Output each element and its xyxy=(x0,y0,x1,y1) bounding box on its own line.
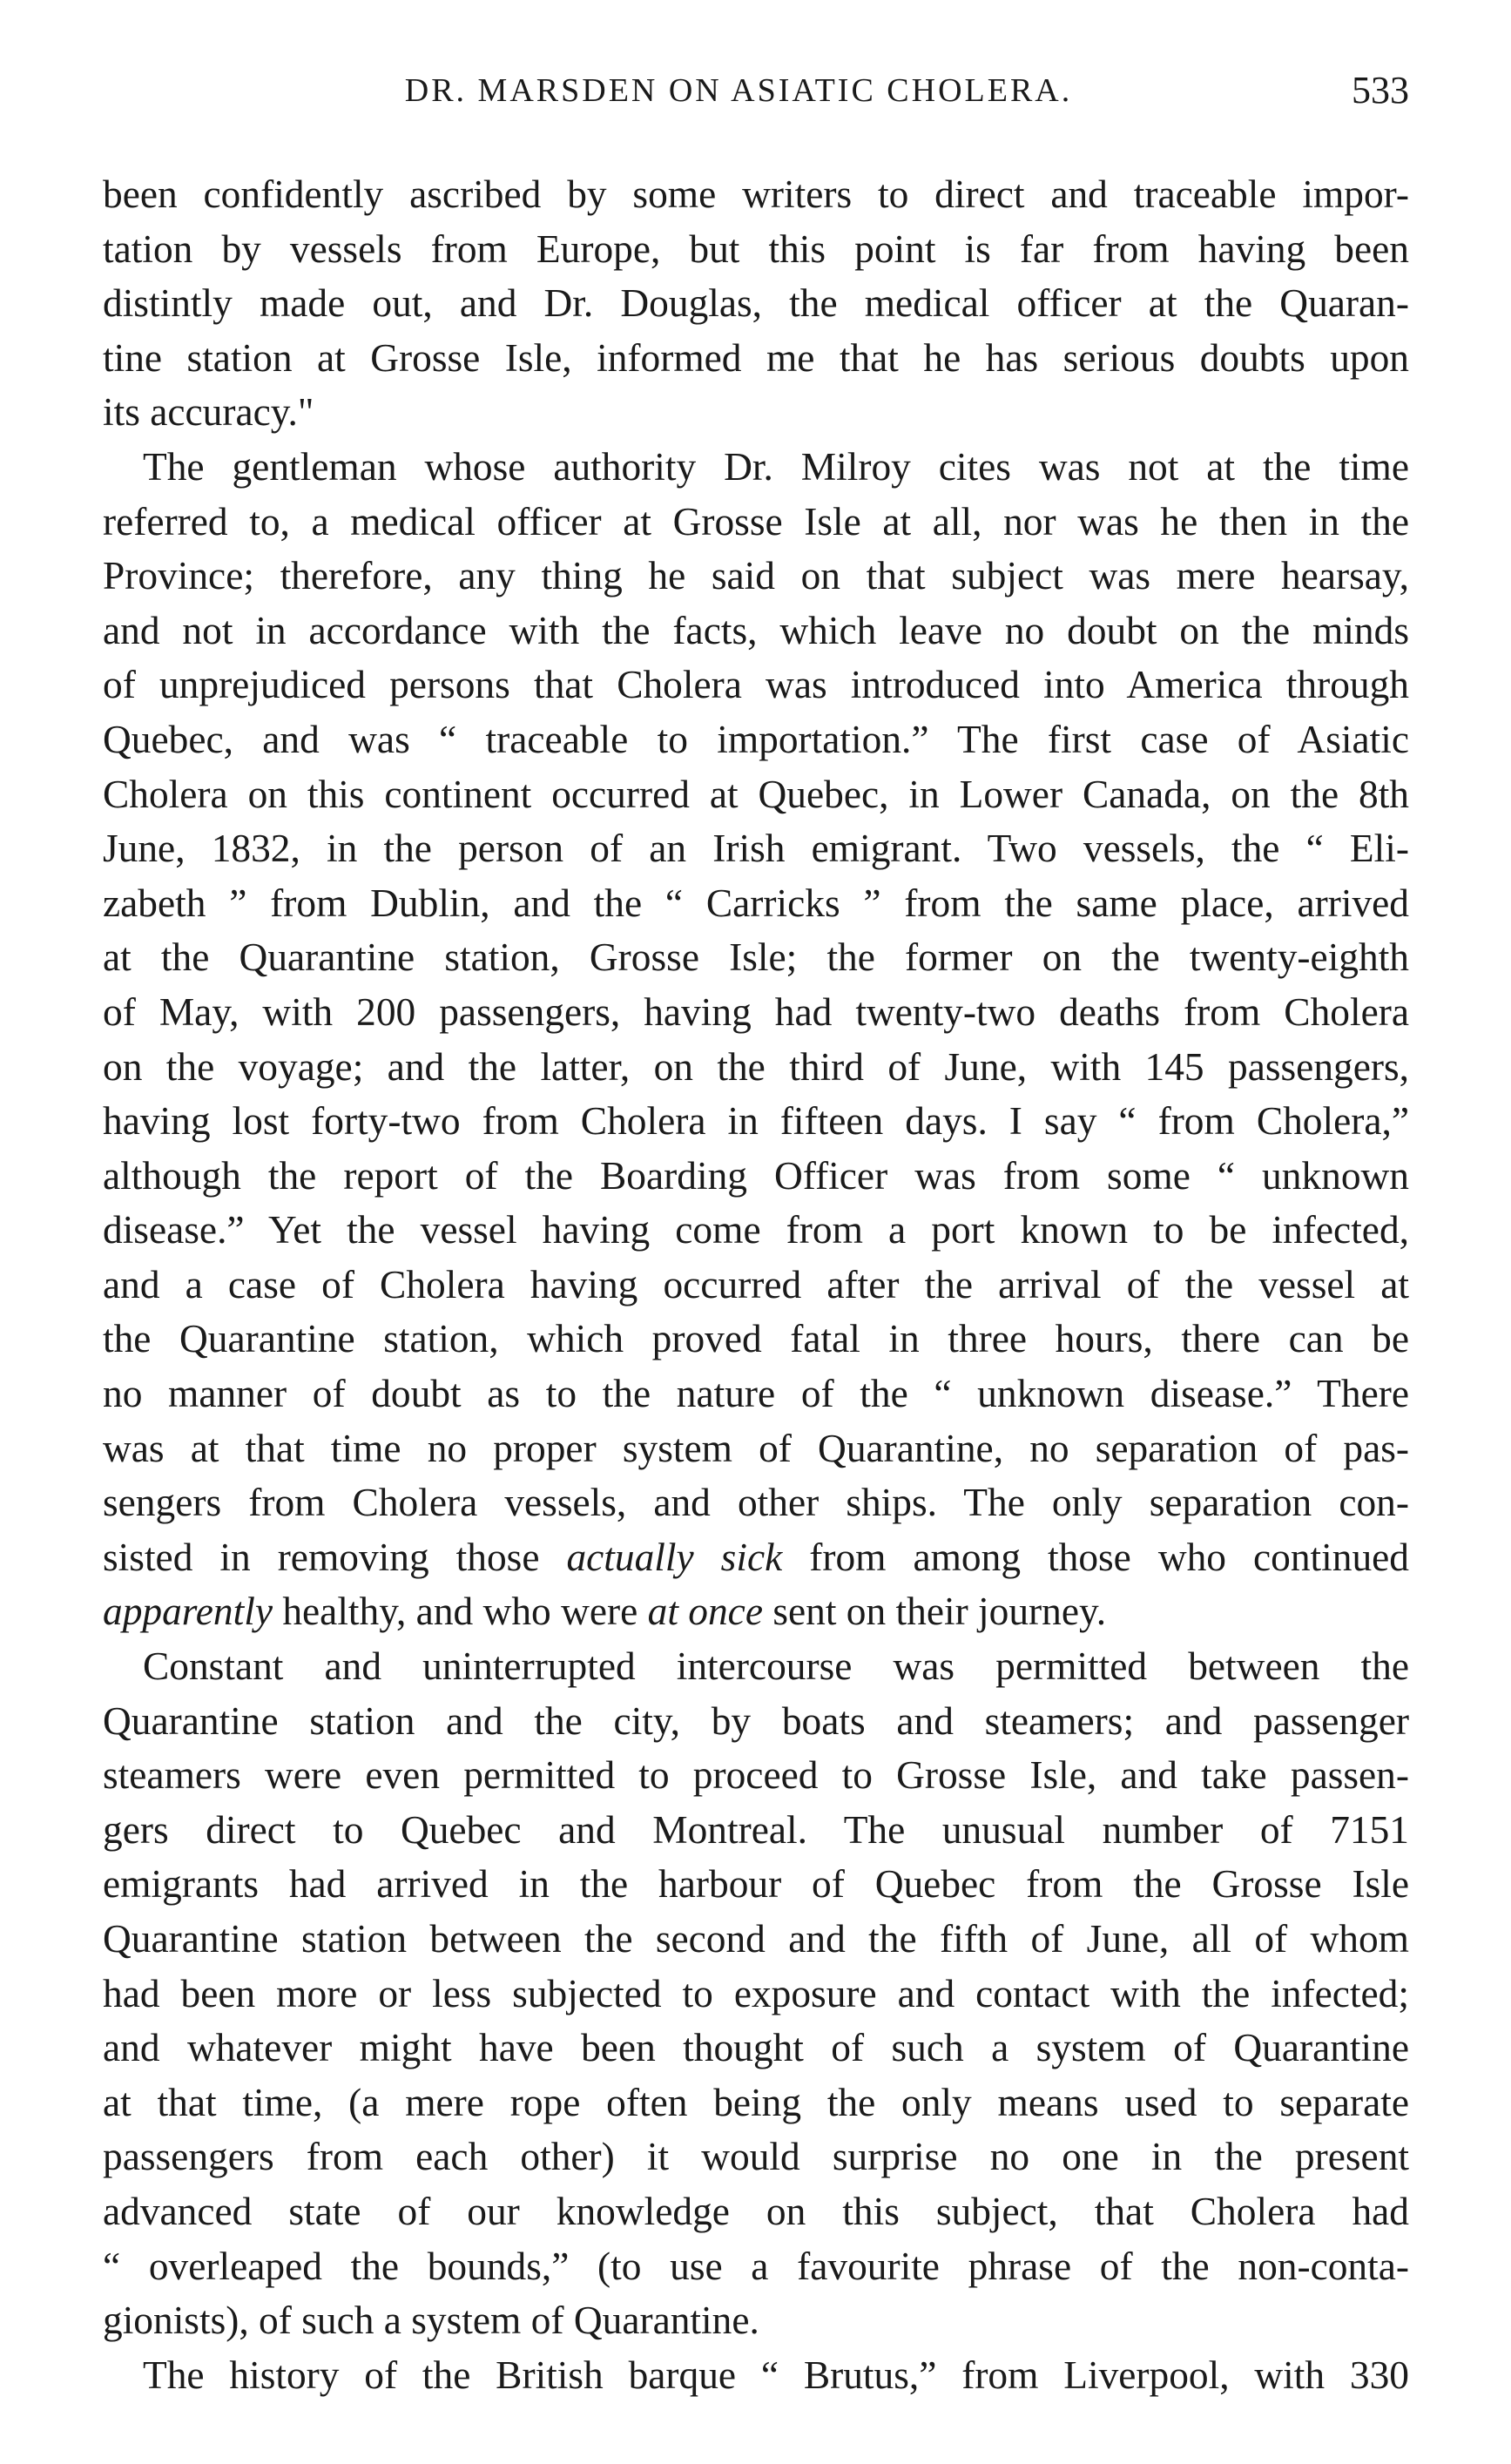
text-run: of May, with 200 passengers, having had twenty-two deaths from Cholera xyxy=(103,989,1409,1034)
text-run: tine station at Grosse Isle, informed me that he has serious doubts upon xyxy=(103,335,1409,380)
text-line xyxy=(103,1967,1409,2022)
text-line xyxy=(103,930,1409,985)
text-run: emigrants had arrived in the harbour of Quebec from the Grosse Isle xyxy=(103,1862,1409,1907)
text-run: sent on their journey. xyxy=(762,1590,1107,1634)
text-line xyxy=(103,604,1409,658)
text-run: healthy, and who were xyxy=(272,1590,648,1634)
text-run: was at that time no proper system of Quarantine, no separation of pas- xyxy=(103,1426,1409,1470)
text-line xyxy=(103,276,1409,331)
text-line xyxy=(103,385,1409,440)
text-run: and a case of Cholera having occurred after the arrival of the vessel at xyxy=(103,1262,1409,1306)
paragraph xyxy=(103,440,1409,1639)
text-line xyxy=(103,2348,1409,2403)
text-run: been confidently ascribed by some writers to direct and traceable impor- xyxy=(103,172,1409,216)
text-run: disease.” Yet the vessel having come from a port known to be infected, xyxy=(103,1208,1409,1252)
text-line xyxy=(103,767,1409,822)
text-line xyxy=(103,1694,1409,1749)
text-line xyxy=(103,1748,1409,1803)
text-line xyxy=(103,495,1409,550)
text-run: sisted in removing those xyxy=(103,1535,567,1579)
text-line xyxy=(103,440,1409,495)
paragraph xyxy=(103,2348,1409,2403)
text-line xyxy=(103,821,1409,876)
text-run: gers direct to Quebec and Montreal. The unusual number of 7151 xyxy=(103,1807,1409,1852)
text-run: no manner of doubt as to the nature of the “ unknown disease.” There xyxy=(103,1372,1409,1416)
text-run: gionists), of such a system of Quarantine. xyxy=(103,2299,759,2343)
text-run: zabeth ” from Dublin, and the “ Carricks ” from the same place, arrived xyxy=(103,881,1409,925)
italic-text: at once xyxy=(647,1590,763,1634)
text-line xyxy=(103,2021,1409,2076)
text-line xyxy=(103,1530,1409,1585)
text-line xyxy=(103,876,1409,931)
text-run: Quarantine station between the second and the fifth of June, all of whom xyxy=(103,1917,1409,1961)
running-head xyxy=(103,68,1409,129)
text-run: and whatever might have been thought of such a system of Quarantine xyxy=(103,2026,1409,2070)
text-line xyxy=(103,1421,1409,1476)
text-line xyxy=(103,2130,1409,2184)
text-line xyxy=(103,2293,1409,2348)
text-run: on the voyage; and the latter, on the third of June, with 145 passengers, xyxy=(103,1044,1409,1089)
text-line xyxy=(103,1367,1409,1421)
text-run: Constant and uninterrupted intercourse was permitted between the xyxy=(143,1644,1409,1689)
body-text xyxy=(103,167,1409,2402)
text-run: Cholera on this continent occurred at Quebec, in Lower Canada, on the 8th xyxy=(103,772,1409,816)
text-line xyxy=(103,167,1409,222)
text-run: sengers from Cholera vessels, and other ships. The only separation con- xyxy=(103,1481,1409,1525)
text-run: at that time, (a mere rope often being the only means used to separate xyxy=(103,2080,1409,2124)
text-line xyxy=(103,222,1409,277)
text-line xyxy=(103,985,1409,1040)
text-line xyxy=(103,1475,1409,1530)
text-run: steamers were even permitted to proceed to Grosse Isle, and take passen- xyxy=(103,1753,1409,1798)
text-run: The history of the British barque “ Brutus,” from Liverpool, with 330 xyxy=(143,2353,1409,2397)
text-run: advanced state of our knowledge on this subject, that Cholera had xyxy=(103,2189,1409,2233)
text-line xyxy=(103,549,1409,604)
italic-text: apparently xyxy=(103,1590,273,1634)
text-run: of unprejudiced persons that Cholera was introduced into America through xyxy=(103,663,1409,707)
text-line xyxy=(103,658,1409,712)
text-run: passengers from each other) it would surprise no one in the present xyxy=(103,2135,1409,2179)
text-run: at the Quarantine station, Grosse Isle; the former on the twenty-eighth xyxy=(103,935,1409,980)
text-run: June, 1832, in the person of an Irish emigrant. Two vessels, the “ Eli- xyxy=(103,827,1409,871)
running-title: DR. MARSDEN ON ASIATIC CHOLERA. xyxy=(404,72,1073,109)
text-line xyxy=(103,1857,1409,1912)
text-run: referred to, a medical officer at Grosse Isle at all, nor was he then in the xyxy=(103,499,1409,543)
text-run: tation by vessels from Europe, but this point is far from having been xyxy=(103,226,1409,271)
text-line xyxy=(103,1584,1409,1639)
text-run: Quarantine station and the city, by boats and steamers; and passenger xyxy=(103,1698,1409,1743)
paragraph xyxy=(103,1639,1409,2348)
text-run: Province; therefore, any thing he said on that subject was mere hearsay, xyxy=(103,554,1409,598)
text-line xyxy=(103,2184,1409,2239)
paragraph xyxy=(103,167,1409,440)
text-line xyxy=(103,1803,1409,1858)
text-line xyxy=(103,1258,1409,1313)
text-line xyxy=(103,2076,1409,2130)
text-line xyxy=(103,1639,1409,1694)
text-line xyxy=(103,1149,1409,1204)
text-line xyxy=(103,1203,1409,1258)
text-line xyxy=(103,1094,1409,1149)
italic-text: actually sick xyxy=(566,1535,783,1579)
text-run: Quebec, and was “ traceable to importation.” The first case of Asiatic xyxy=(103,717,1409,761)
text-line xyxy=(103,712,1409,767)
text-run: distintly made out, and Dr. Douglas, the medical officer at the Quaran- xyxy=(103,281,1409,326)
text-run: The gentleman whose authority Dr. Milroy cites was not at the time xyxy=(143,444,1409,489)
text-run: the Quarantine station, which proved fatal in three hours, there can be xyxy=(103,1317,1409,1361)
page-number: 533 xyxy=(1352,69,1409,111)
book-page xyxy=(103,68,1409,2402)
text-run: although the report of the Boarding Officer was from some “ unknown xyxy=(103,1153,1409,1198)
text-line xyxy=(103,1912,1409,1967)
text-line xyxy=(103,1312,1409,1367)
text-run: from among those who continued xyxy=(782,1535,1409,1579)
text-line xyxy=(103,331,1409,386)
text-line xyxy=(103,2239,1409,2294)
text-run: and not in accordance with the facts, which leave no doubt on the minds xyxy=(103,608,1409,652)
text-line xyxy=(103,1040,1409,1095)
text-run: had been more or less subjected to exposure and contact with the infected; xyxy=(103,1971,1409,2015)
text-run: its accuracy." xyxy=(103,390,314,435)
text-run: “ overleaped the bounds,” (to use a favourite phrase of the non-conta- xyxy=(103,2244,1409,2288)
text-run: having lost forty-two from Cholera in fifteen days. I say “ from Cholera,” xyxy=(103,1099,1409,1144)
